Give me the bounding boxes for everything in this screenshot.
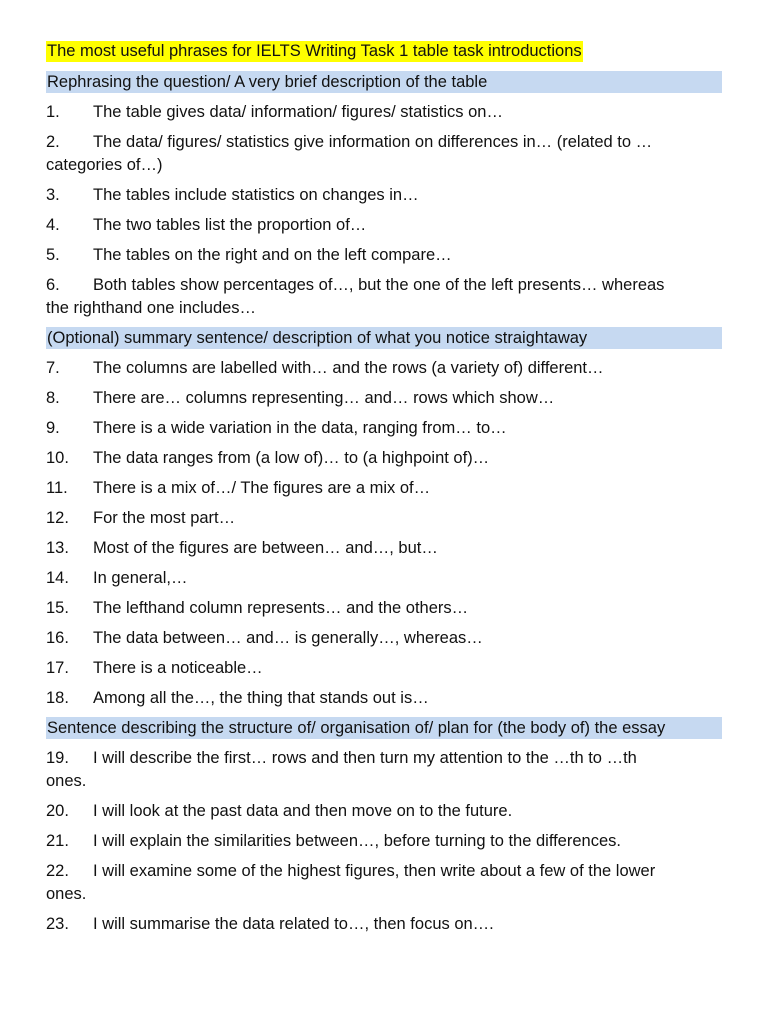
list-item xyxy=(46,657,722,680)
item-text: There is a mix of…/ The figures are a mix of… xyxy=(93,479,431,497)
item-text: I will examine some of the highest figures, then write about a few of the lower xyxy=(93,862,656,880)
item-number: 4. xyxy=(46,216,60,234)
item-text: I will explain the similarities between…, before turning to the differences. xyxy=(93,832,621,850)
item-number: 2. xyxy=(46,133,60,151)
list-item xyxy=(46,913,722,936)
list-item xyxy=(46,830,722,853)
item-text: I will look at the past data and then move on to the future. xyxy=(93,802,513,820)
item-number: 16. xyxy=(46,629,69,647)
item-number: 19. xyxy=(46,749,69,767)
document-page xyxy=(46,41,722,943)
section-heading: Rephrasing the question/ A very brief description of the table xyxy=(46,71,722,93)
item-text: For the most part… xyxy=(93,509,236,527)
list-item xyxy=(46,274,722,320)
item-text: I will summarise the data related to…, then focus on…. xyxy=(93,915,494,933)
item-text-continuation: ones. xyxy=(46,772,87,790)
item-number: 5. xyxy=(46,246,60,264)
list-item xyxy=(46,214,722,237)
list-item xyxy=(46,447,722,470)
list-item xyxy=(46,537,722,560)
item-number: 8. xyxy=(46,389,60,407)
list-item xyxy=(46,357,722,380)
section-heading: (Optional) summary sentence/ description of what you notice straightaway xyxy=(46,327,722,349)
item-text: The columns are labelled with… and the rows (a variety of) different… xyxy=(93,359,604,377)
item-text: There is a wide variation in the data, ranging from… to… xyxy=(93,419,507,437)
item-text: In general,… xyxy=(93,569,188,587)
item-number: 1. xyxy=(46,103,60,121)
item-text-continuation: the righthand one includes… xyxy=(46,299,257,317)
phrase-list xyxy=(46,71,722,936)
item-text: The data between… and… is generally…, whereas… xyxy=(93,629,483,647)
list-item xyxy=(46,507,722,530)
item-number: 12. xyxy=(46,509,69,527)
item-number: 22. xyxy=(46,862,69,880)
list-item xyxy=(46,800,722,823)
item-text: Most of the figures are between… and…, but… xyxy=(93,539,438,557)
list-item xyxy=(46,477,722,500)
item-number: 18. xyxy=(46,689,69,707)
document-title: The most useful phrases for IELTS Writing Task 1 table task introductions xyxy=(47,42,582,60)
item-number: 7. xyxy=(46,359,60,377)
item-number: 9. xyxy=(46,419,60,437)
list-item xyxy=(46,244,722,267)
item-text: The table gives data/ information/ figures/ statistics on… xyxy=(93,103,503,121)
item-number: 13. xyxy=(46,539,69,557)
item-number: 20. xyxy=(46,802,69,820)
list-item xyxy=(46,184,722,207)
item-text: There is a noticeable… xyxy=(93,659,263,677)
item-number: 23. xyxy=(46,915,69,933)
item-text: The tables include statistics on changes in… xyxy=(93,186,419,204)
list-item xyxy=(46,597,722,620)
item-text-continuation: categories of…) xyxy=(46,156,163,174)
section-heading: Sentence describing the structure of/ organisation of/ plan for (the body of) the essay xyxy=(46,717,722,739)
item-text: The data/ figures/ statistics give information on differences in… (related to … xyxy=(93,133,653,151)
list-item xyxy=(46,387,722,410)
list-item xyxy=(46,101,722,124)
item-number: 15. xyxy=(46,599,69,617)
item-text-continuation: ones. xyxy=(46,885,87,903)
item-text: The lefthand column represents… and the others… xyxy=(93,599,469,617)
item-text: Among all the…, the thing that stands out is… xyxy=(93,689,429,707)
item-text: The data ranges from (a low of)… to (a highpoint of)… xyxy=(93,449,490,467)
item-number: 6. xyxy=(46,276,60,294)
item-number: 14. xyxy=(46,569,69,587)
item-number: 21. xyxy=(46,832,69,850)
list-item xyxy=(46,417,722,440)
item-text: The tables on the right and on the left compare… xyxy=(93,246,452,264)
list-item xyxy=(46,627,722,650)
item-number: 11. xyxy=(46,479,68,497)
item-text: Both tables show percentages of…, but the one of the left presents… whereas xyxy=(93,276,665,294)
item-number: 17. xyxy=(46,659,69,677)
item-text: The two tables list the proportion of… xyxy=(93,216,367,234)
list-item xyxy=(46,131,722,177)
list-item xyxy=(46,860,722,906)
item-number: 3. xyxy=(46,186,60,204)
item-text: I will describe the first… rows and then turn my attention to the …th to …th xyxy=(93,749,637,767)
list-item xyxy=(46,567,722,590)
list-item xyxy=(46,747,722,793)
item-text: There are… columns representing… and… rows which show… xyxy=(93,389,555,407)
list-item xyxy=(46,687,722,710)
item-number: 10. xyxy=(46,449,69,467)
